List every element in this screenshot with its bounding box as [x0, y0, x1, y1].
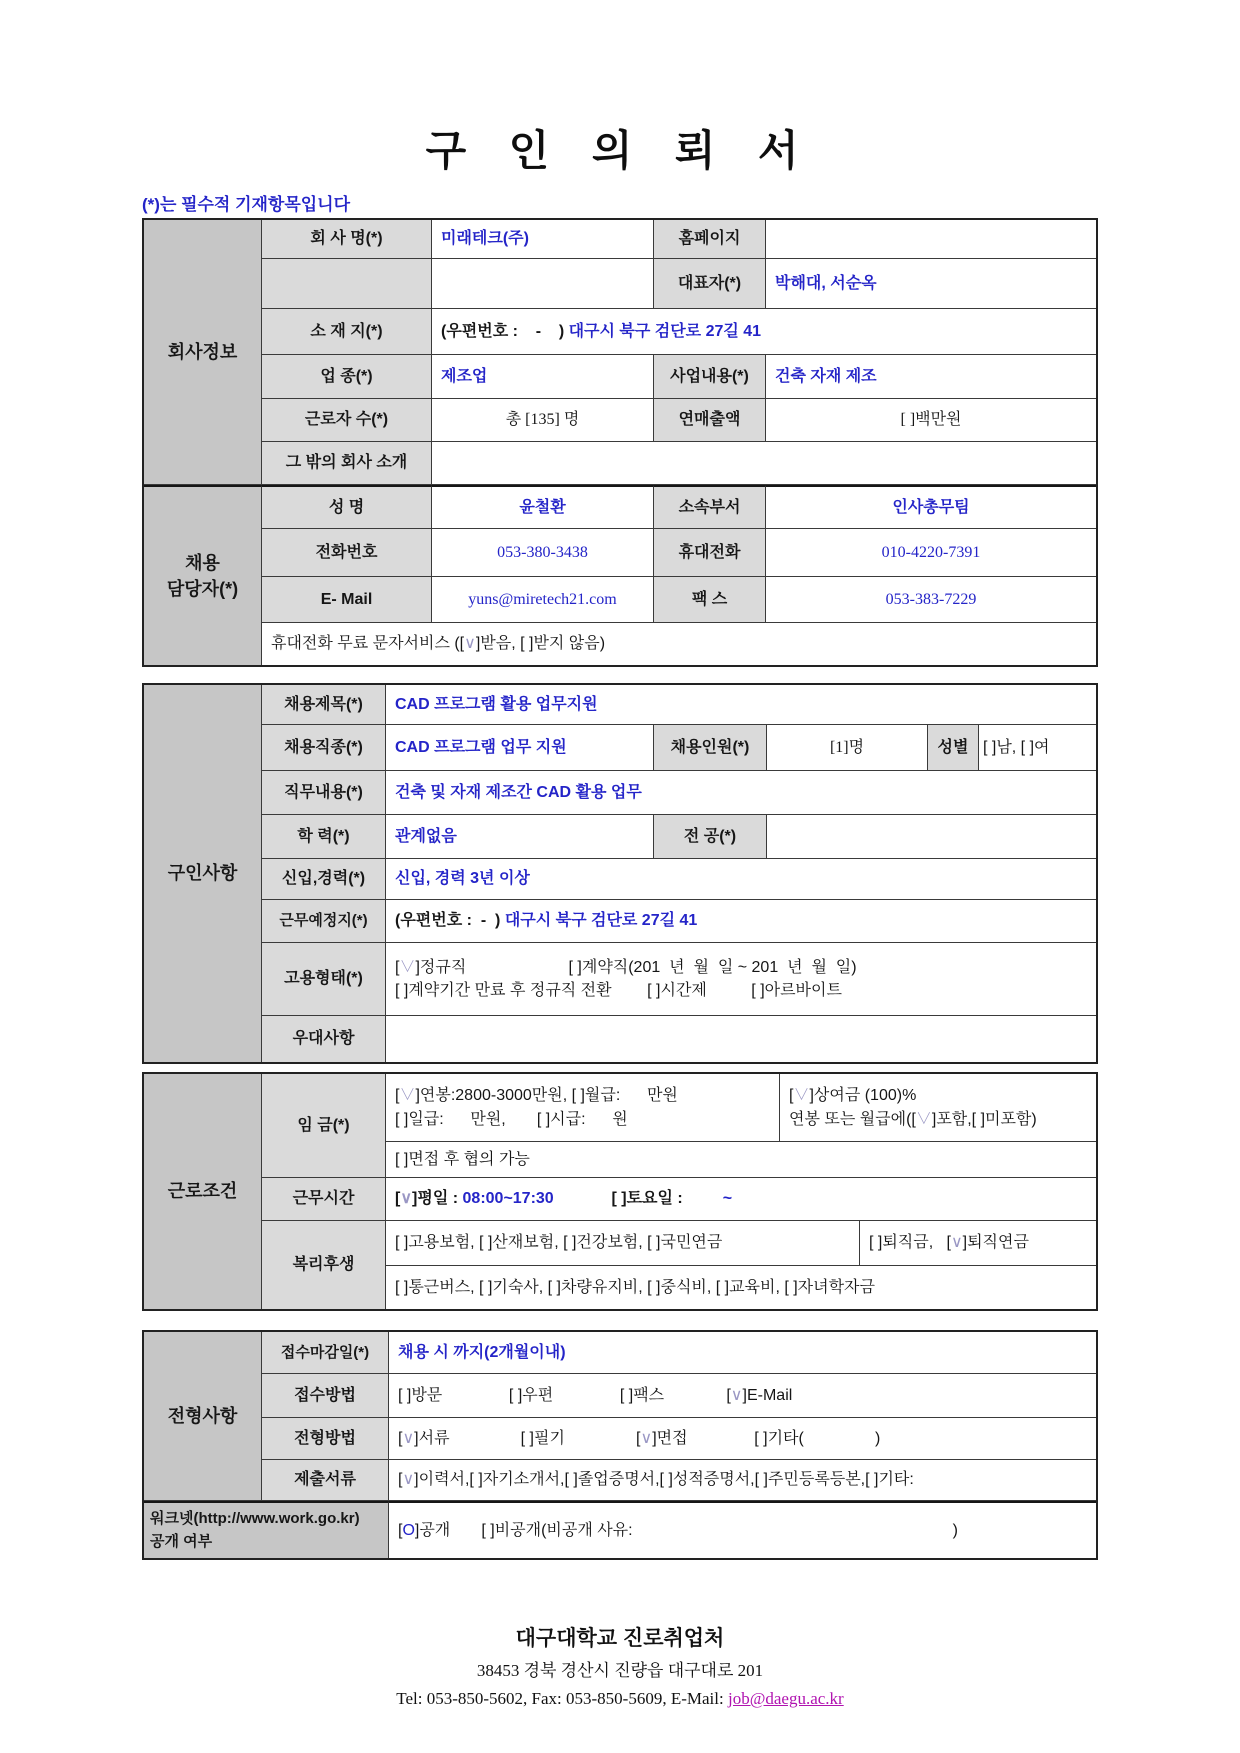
- welfare-benefits-cell: [ ]통근버스, [ ]기숙사, [ ]차량유지비, [ ]중식비, [ ]교육비, [ ]자녀학자금: [386, 1266, 1096, 1309]
- welfare-pension-cell: [ ]퇴직금, [ ∨ ]퇴직연금: [860, 1221, 1096, 1266]
- welfare-label: 복리후생: [262, 1221, 386, 1309]
- revenue-value: [ ]백만원: [766, 399, 1096, 442]
- employment-type-line1: [∨]정규직 [ ]계약직(201 년 월 일 ~ 201 년 월 일): [395, 958, 857, 976]
- workers-value: 총 [135] 명: [432, 399, 654, 442]
- working-conditions-table: [142, 1072, 1098, 1311]
- employment-type-value: [386, 943, 1096, 1016]
- section-recruiter-line2: 담당자(*): [166, 579, 239, 599]
- company-name-label: 회 사 명(*): [262, 220, 432, 259]
- headcount-value: [1]명: [767, 725, 928, 771]
- footer-contact: [0, 1689, 1240, 1709]
- job-title-value: CAD 프로그램 활용 업무지원: [386, 685, 1096, 725]
- business-value: 건축 자재 제조: [766, 355, 1096, 399]
- business-label: 사업내용(*): [654, 355, 766, 399]
- company-empty-value: [432, 259, 654, 309]
- mobile-label: 휴대전화: [654, 529, 766, 577]
- preference-label: 우대사항: [262, 1016, 386, 1062]
- ceo-label: 대표자(*): [654, 259, 766, 309]
- gender-label: 성별: [928, 725, 979, 771]
- footer-email-link[interactable]: job@daegu.ac.kr: [727, 1689, 844, 1708]
- education-value: 관계없음: [386, 815, 654, 859]
- section-job: [144, 685, 262, 1062]
- screening-method-label: 전형방법: [262, 1418, 389, 1460]
- required-note: (*)는 필수적 기재항목입니다: [142, 195, 351, 214]
- form-title: 구 인 의 뢰 서: [425, 129, 815, 175]
- worknet-url-text: 워크넷(http://www.work.go.kr): [150, 1510, 360, 1527]
- wage-negotiable-cell: [ ]면접 후 협의 가능: [386, 1142, 1096, 1178]
- revenue-label: 연매출액: [654, 399, 766, 442]
- job-request-table: [142, 683, 1098, 1064]
- workers-label: 근로자 수(*): [262, 399, 432, 442]
- contact-name-label: 성 명: [262, 485, 432, 529]
- deadline-label: 접수마감일(*): [262, 1332, 389, 1374]
- worknet-value: [ O ]공개 [ ]비공개(비공개 사유: ): [389, 1501, 1096, 1558]
- fax-value: 053-383-7229: [766, 577, 1096, 623]
- bonus-line1: [∨]상여금 (100)%: [789, 1087, 917, 1105]
- duties-label: 직무내용(*): [262, 771, 386, 815]
- address-label: 소 재 지(*): [262, 309, 432, 355]
- sms-service-row: 휴대전화 무료 문자서비스 ([ ∨ ]받음, [ ]받지 않음): [262, 623, 1096, 665]
- section-selection-label: 전형사항: [167, 1405, 238, 1426]
- company-info-table: [142, 218, 1098, 667]
- welfare-insurance-cell: [ ]고용보험, [ ]산재보험, [ ]건강보험, [ ]국민연금: [386, 1221, 860, 1266]
- wage-left-line1: [∨]연봉:2800-3000만원, [ ]월급: 만원: [395, 1087, 678, 1105]
- bonus-cell: [780, 1074, 1096, 1142]
- occupation-label: 채용직종(*): [262, 725, 386, 771]
- apply-method-value: [ ]방문 [ ]우편 [ ]팩스 [ ∨ ]E-Mail: [389, 1374, 1096, 1418]
- homepage-label: 홈페이지: [654, 220, 766, 259]
- footer-tel-fax: Tel: 053-850-5602, Fax: 053-850-5609, E-Mail:: [396, 1689, 728, 1708]
- dept-label: 소속부서: [654, 485, 766, 529]
- employment-type-label: 고용형태(*): [262, 943, 386, 1016]
- section-conditions: [144, 1074, 262, 1309]
- education-label: 학 력(*): [262, 815, 386, 859]
- section-company-info-label: 회사정보: [167, 341, 238, 362]
- section-selection: [144, 1332, 262, 1501]
- job-title-label: 채용제목(*): [262, 685, 386, 725]
- industry-value: 제조업: [432, 355, 654, 399]
- phone-label: 전화번호: [262, 529, 432, 577]
- work-hours-value: [ ∨ ]평일 : 08:00~17:30 [ ]토요일 : ~: [386, 1178, 1096, 1221]
- phone-value: 053-380-3438: [432, 529, 654, 577]
- screening-method-value: [ ∨ ]서류 [ ]필기 [ ∨ ]면접 [ ]기타( ): [389, 1418, 1096, 1460]
- headcount-label: 채용인원(*): [654, 725, 767, 771]
- preference-value: [386, 1016, 1096, 1062]
- duties-value: 건축 및 자재 제조간 CAD 활용 업무: [386, 771, 1096, 815]
- email-value: yuns@miretech21.com: [432, 577, 654, 623]
- mobile-value: 010-4220-7391: [766, 529, 1096, 577]
- deadline-value: 채용 시 까지(2개월이내): [389, 1332, 1096, 1374]
- email-label: E- Mail: [262, 577, 432, 623]
- company-etc-label: 그 밖의 회사 소개: [262, 442, 432, 485]
- documents-value: [ ∨ ]이력서,[ ]자기소개서,[ ]졸업증명서,[ ]성적증명서,[ ]주민등록등본,[ ]기타:: [389, 1460, 1096, 1501]
- section-recruiter-line1: 채용: [185, 552, 220, 573]
- fax-label: 팩 스: [654, 577, 766, 623]
- address-value: (우편번호 : - ) 대구시 북구 검단로 27길 41: [432, 309, 1096, 355]
- worknet-disclosure-text: 공개 여부: [150, 1532, 213, 1550]
- employment-type-line2: [ ]계약기간 만료 후 정규직 전환 [ ]시간제 [ ]아르바이트: [395, 982, 842, 999]
- company-empty-label: [262, 259, 432, 309]
- ceo-value: 박해대, 서순옥: [766, 259, 1096, 309]
- career-value: 신입, 경력 3년 이상: [386, 859, 1096, 900]
- wage-label: 임 금(*): [262, 1074, 386, 1178]
- work-hours-label: 근무시간: [262, 1178, 386, 1221]
- career-label: 신입,경력(*): [262, 859, 386, 900]
- documents-label: 제출서류: [262, 1460, 389, 1501]
- bonus-line2: 연봉 또는 월급에([∨]포함,[ ]미포함): [789, 1110, 1037, 1128]
- footer-address: 38453 경북 경산시 진량읍 대구대로 201: [476, 1661, 764, 1680]
- work-location-label: 근무예정지(*): [262, 900, 386, 943]
- occupation-value: CAD 프로그램 업무 지원: [386, 725, 654, 771]
- industry-label: 업 종(*): [262, 355, 432, 399]
- gender-value: [ ]남, [ ]여: [979, 725, 1096, 771]
- wage-left-line2: [ ]일급: 만원, [ ]시급: 원: [395, 1110, 628, 1128]
- major-value: [767, 815, 1096, 859]
- dept-value: 인사총무팀: [766, 485, 1096, 529]
- section-recruiter: [144, 485, 262, 665]
- section-conditions-label: 근로조건: [167, 1181, 238, 1202]
- company-name-value: 미래테크(주): [432, 220, 654, 259]
- company-etc-value: [432, 442, 1096, 485]
- footer-organization: 대구대학교 진로취업처: [515, 1627, 725, 1650]
- section-job-label: 구인사항: [167, 863, 238, 884]
- work-location-value: (우편번호 : - ) 대구시 북구 검단로 27길 41: [386, 900, 1096, 943]
- apply-method-label: 접수방법: [262, 1374, 389, 1418]
- major-label: 전 공(*): [654, 815, 767, 859]
- homepage-value: [766, 220, 1096, 259]
- contact-name-value: 윤철환: [432, 485, 654, 529]
- section-company-info: [144, 220, 262, 485]
- worknet-label: [144, 1501, 389, 1558]
- wage-left-cell: [386, 1074, 780, 1142]
- selection-table: [142, 1330, 1098, 1560]
